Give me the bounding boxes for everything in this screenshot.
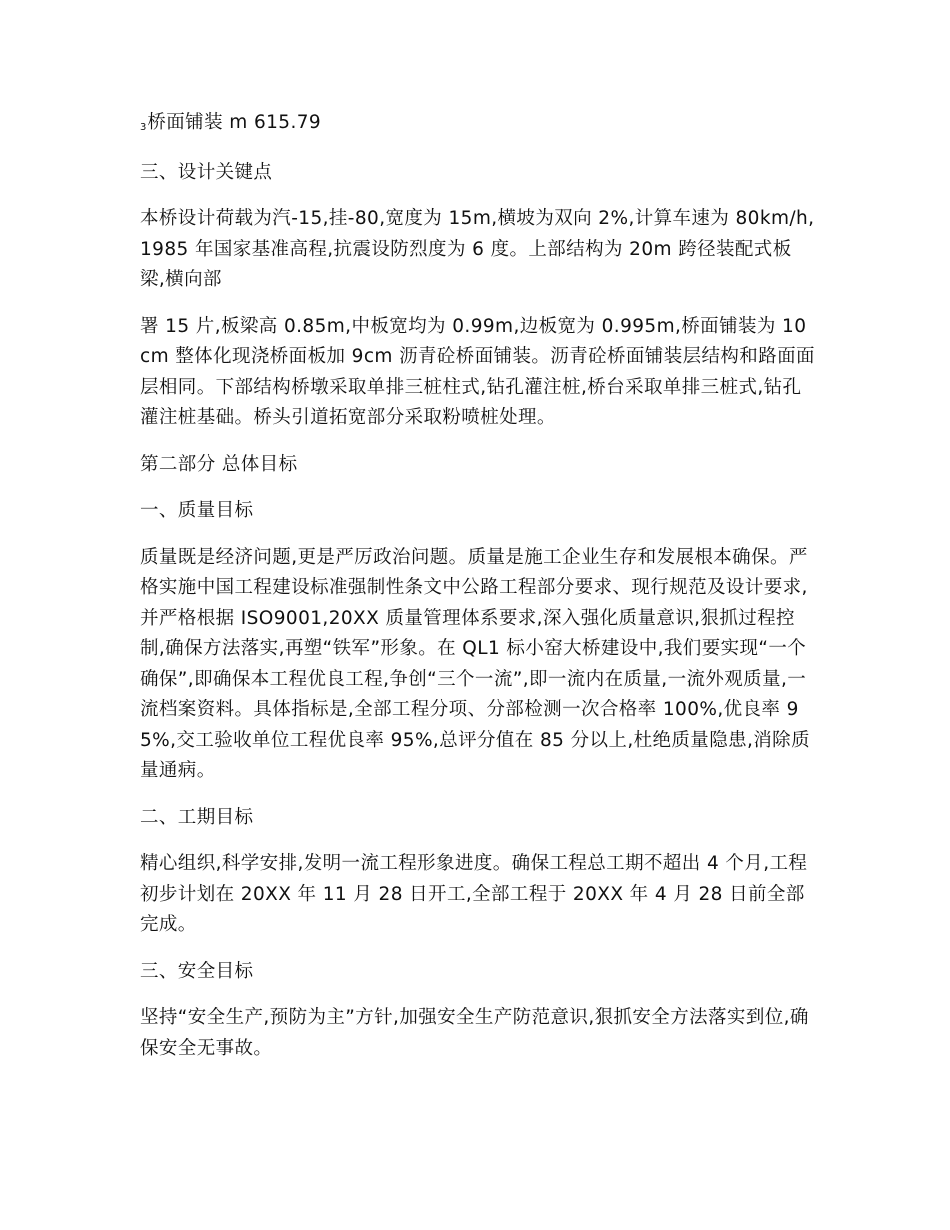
paragraph-schedule-goal: 精心组织,科学安排,发明一流工程形象进度。确保工程总工期不超出 4 个月,工程初步计划在 20XX 年 11 月 28 日开工,全部工程于 20XX 年 4 月 28 日前全部完成。 <box>140 853 808 935</box>
paragraph-quality-goal: 质量既是经济问题,更是严厉政治问题。质量是施工企业生存和发展根本确保。严格实施中国工程建设标准强制性条文中公路工程部分要求、现行规范及设计要求,并严格根据 ISO9001,20XX 质量管理体系要求,深入强化质量意识,狠抓过程控制,确保方法落实,再塑“铁军”形象。在 QL1 标小窑大桥建设中,我们要实现“一个确保”,即确保本工程优良工程,争创“三个一流”,即一流内在质量,一流外观质量,一流档案资料。具体指标是,全部工程分项、分部检测一次合格率 100%,优良率 95%,交工验收单位工程优良率 95%,总评分值在 85 分以上,杜绝质量隐患,消除质量通病。 <box>140 546 810 781</box>
document-body <box>140 108 815 1080</box>
paragraph-safety-goal: 坚持“安全生产,预防为主”方针,加强安全生产防范意识,狠抓安全方法落实到位,确保安全无事故。 <box>140 1007 809 1059</box>
section-heading-schedule-goal: 二、工期目标 <box>140 806 254 828</box>
bill-item-text: 桥面铺装 m 615.79 <box>147 112 322 133</box>
section-heading-quality-goal: 一、质量目标 <box>140 500 254 521</box>
section-heading-safety-goal: 三、安全目标 <box>140 960 254 982</box>
paragraph-structure-details: 署 15 片,板梁高 0.85m,中板宽均为 0.99m,边板宽为 0.995m,桥面铺装为 10cm 整体化现浇桥面板加 9cm 沥青砼桥面铺装。沥青砼桥面铺装层结构和路面面层相同。下部结构桥墩采取单排三桩柱式,钻孔灌注桩,桥台采取单排三桩式,钻孔灌注桩基础。桥头引道拓宽部分采取粉喷桩处理。 <box>140 315 815 428</box>
bill-item-bridge-deck-paving <box>140 108 815 142</box>
paragraph-design-load: 本桥设计荷载为汽-15,挂-80,宽度为 15m,横坡为双向 2%,计算车速为 80km/h,1985 年国家基准高程,抗震设防烈度为 6 度。上部结构为 20m 跨径装配式板梁,横向部 <box>140 208 815 290</box>
bill-item-index: 3 <box>140 122 147 133</box>
part-heading-overall-goals: 第二部分 总体目标 <box>140 453 298 475</box>
section-heading-design-key-points: 三、设计关键点 <box>140 161 273 183</box>
